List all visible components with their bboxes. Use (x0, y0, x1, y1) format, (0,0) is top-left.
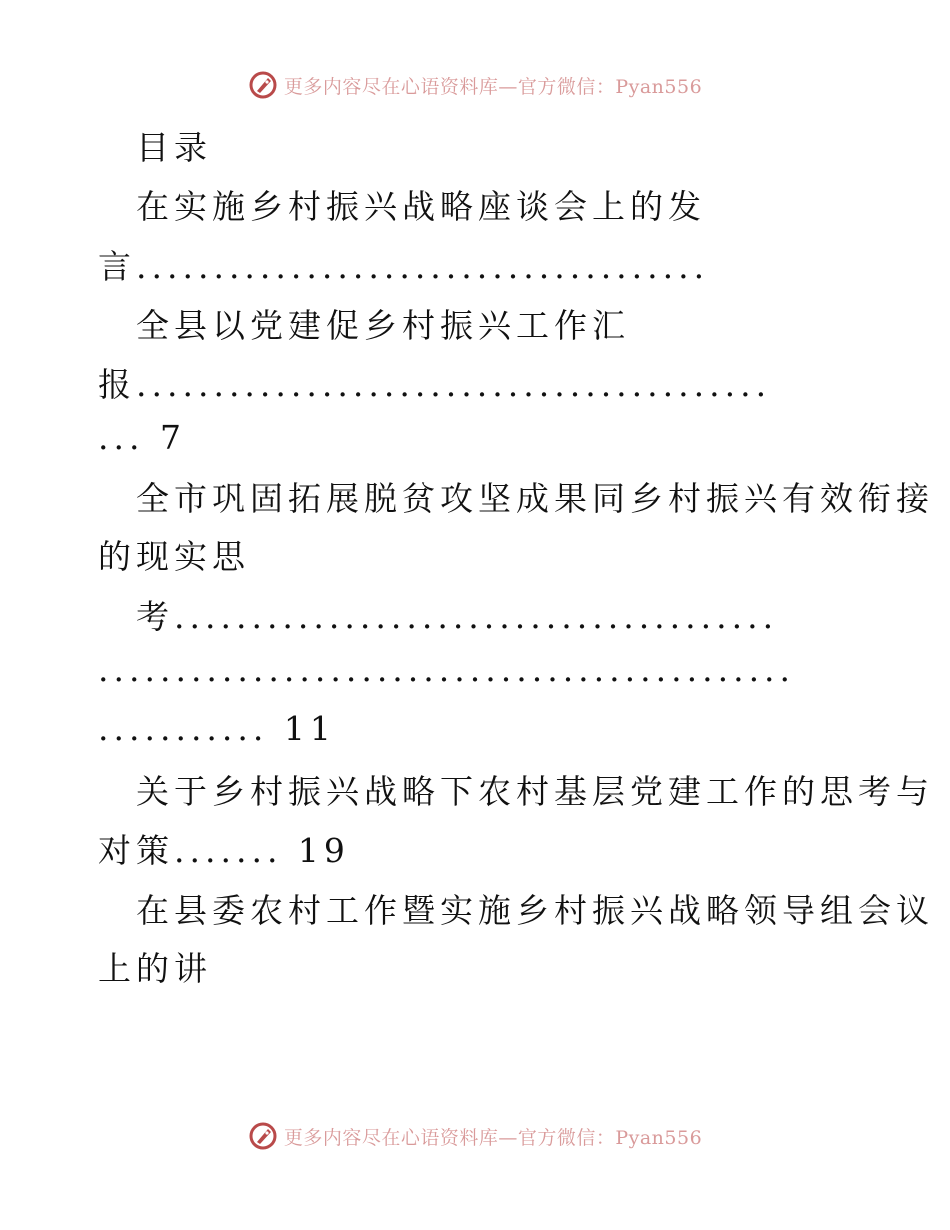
header-banner-text: 更多内容尽在心语资料库—官方微信：Pyan556 (283, 75, 703, 98)
toc-heading: 目录 (136, 128, 212, 167)
pen-nib-logo-icon (248, 1121, 278, 1151)
toc-line[interactable]: 报......................................... (98, 365, 772, 404)
toc-page-number[interactable]: ... 7 (98, 418, 186, 457)
toc-line[interactable]: 言..................................... (98, 247, 710, 286)
toc-line[interactable]: 关于乡村振兴战略下农村基层党建工作的思考与 (136, 772, 934, 811)
toc-line[interactable]: 在县委农村工作暨实施乡村振兴战略领导组会议 (136, 891, 934, 930)
toc-line[interactable]: 考....................................... (136, 597, 779, 636)
toc-dot-leader[interactable]: ............................................. (98, 650, 796, 689)
footer-watermark-banner (0, 1121, 950, 1161)
toc-line[interactable]: 全市巩固拓展脱贫攻坚成果同乡村振兴有效衔接 (136, 479, 934, 518)
toc-line[interactable]: 上的讲 (98, 949, 212, 988)
toc-line[interactable]: 的现实思 (98, 537, 250, 576)
toc-line[interactable]: 在实施乡村振兴战略座谈会上的发 (136, 187, 706, 226)
header-watermark-banner (0, 70, 950, 110)
toc-line[interactable]: 全县以党建促乡村振兴工作汇 (136, 306, 630, 345)
pen-nib-logo-icon (248, 70, 278, 100)
toc-line[interactable]: 对策....... 19 (98, 831, 350, 870)
footer-banner-text: 更多内容尽在心语资料库—官方微信：Pyan556 (283, 1126, 703, 1149)
toc-page-number[interactable]: ........... 11 (98, 709, 336, 748)
